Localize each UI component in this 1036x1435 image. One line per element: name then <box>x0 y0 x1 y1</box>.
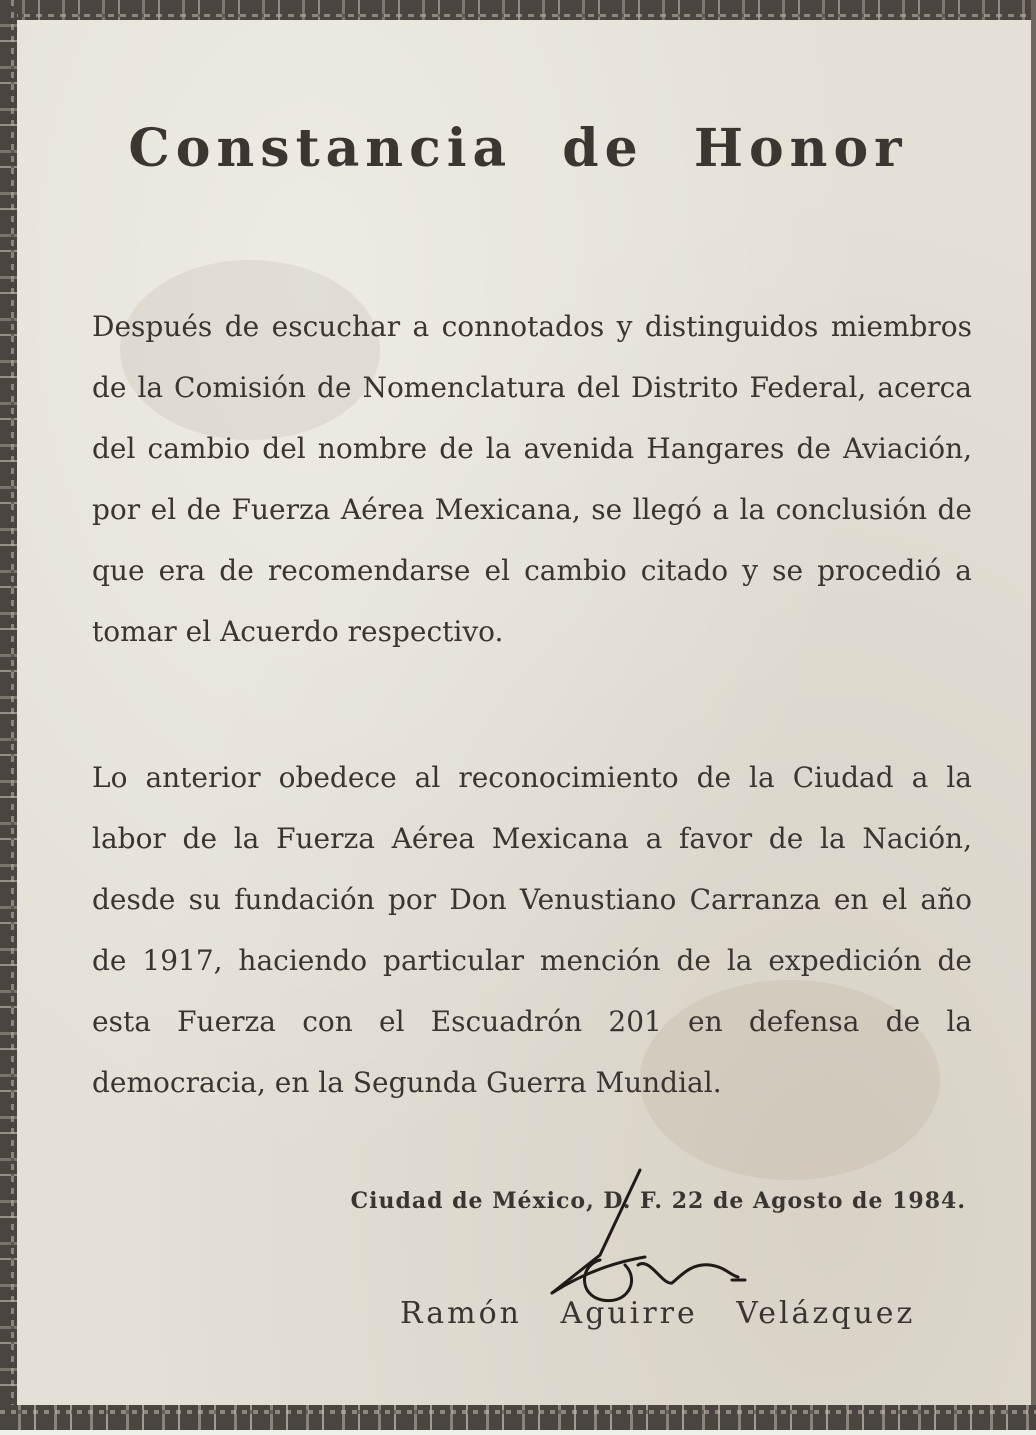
decorative-border-right <box>1031 0 1036 1430</box>
handwritten-signature <box>540 1165 770 1315</box>
page-margin-strip <box>0 1430 1036 1435</box>
paragraph-recognition: Lo anterior obedece al reconocimiento de la Ciudad a la labor de la Fuerza Aérea Mexicana a favor de la Nación, desde su fundación por Don Venustiano Carranza en el año de 1917, haciendo particular mención de la expedición de esta Fuerza con el Escuadrón 201 en defensa de la democracia, en la Segunda Guerra Mundial. <box>92 761 972 1099</box>
signer-name: Ramón Aguirre Velázquez <box>400 1296 916 1331</box>
certificate-title: Constancia de Honor <box>128 118 908 179</box>
paragraph-nomenclature: Después de escuchar a connotados y distinguidos miembros de la Comisión de Nomenclatura del Distrito Federal, acerca del cambio del nombre de la avenida Hangares de Aviación, por el de Fuerza Aérea Mexicana, se llegó a la conclusión de que era de recomendarse el cambio citado y se procedió a tomar el Acuerdo respectivo. <box>92 310 972 648</box>
decorative-border-bottom <box>0 1405 1036 1430</box>
decorative-border-left <box>0 0 17 1430</box>
decorative-border-top <box>0 0 1036 20</box>
place-and-date: Ciudad de México, D. F. 22 de Agosto de 1984. <box>350 1188 966 1214</box>
